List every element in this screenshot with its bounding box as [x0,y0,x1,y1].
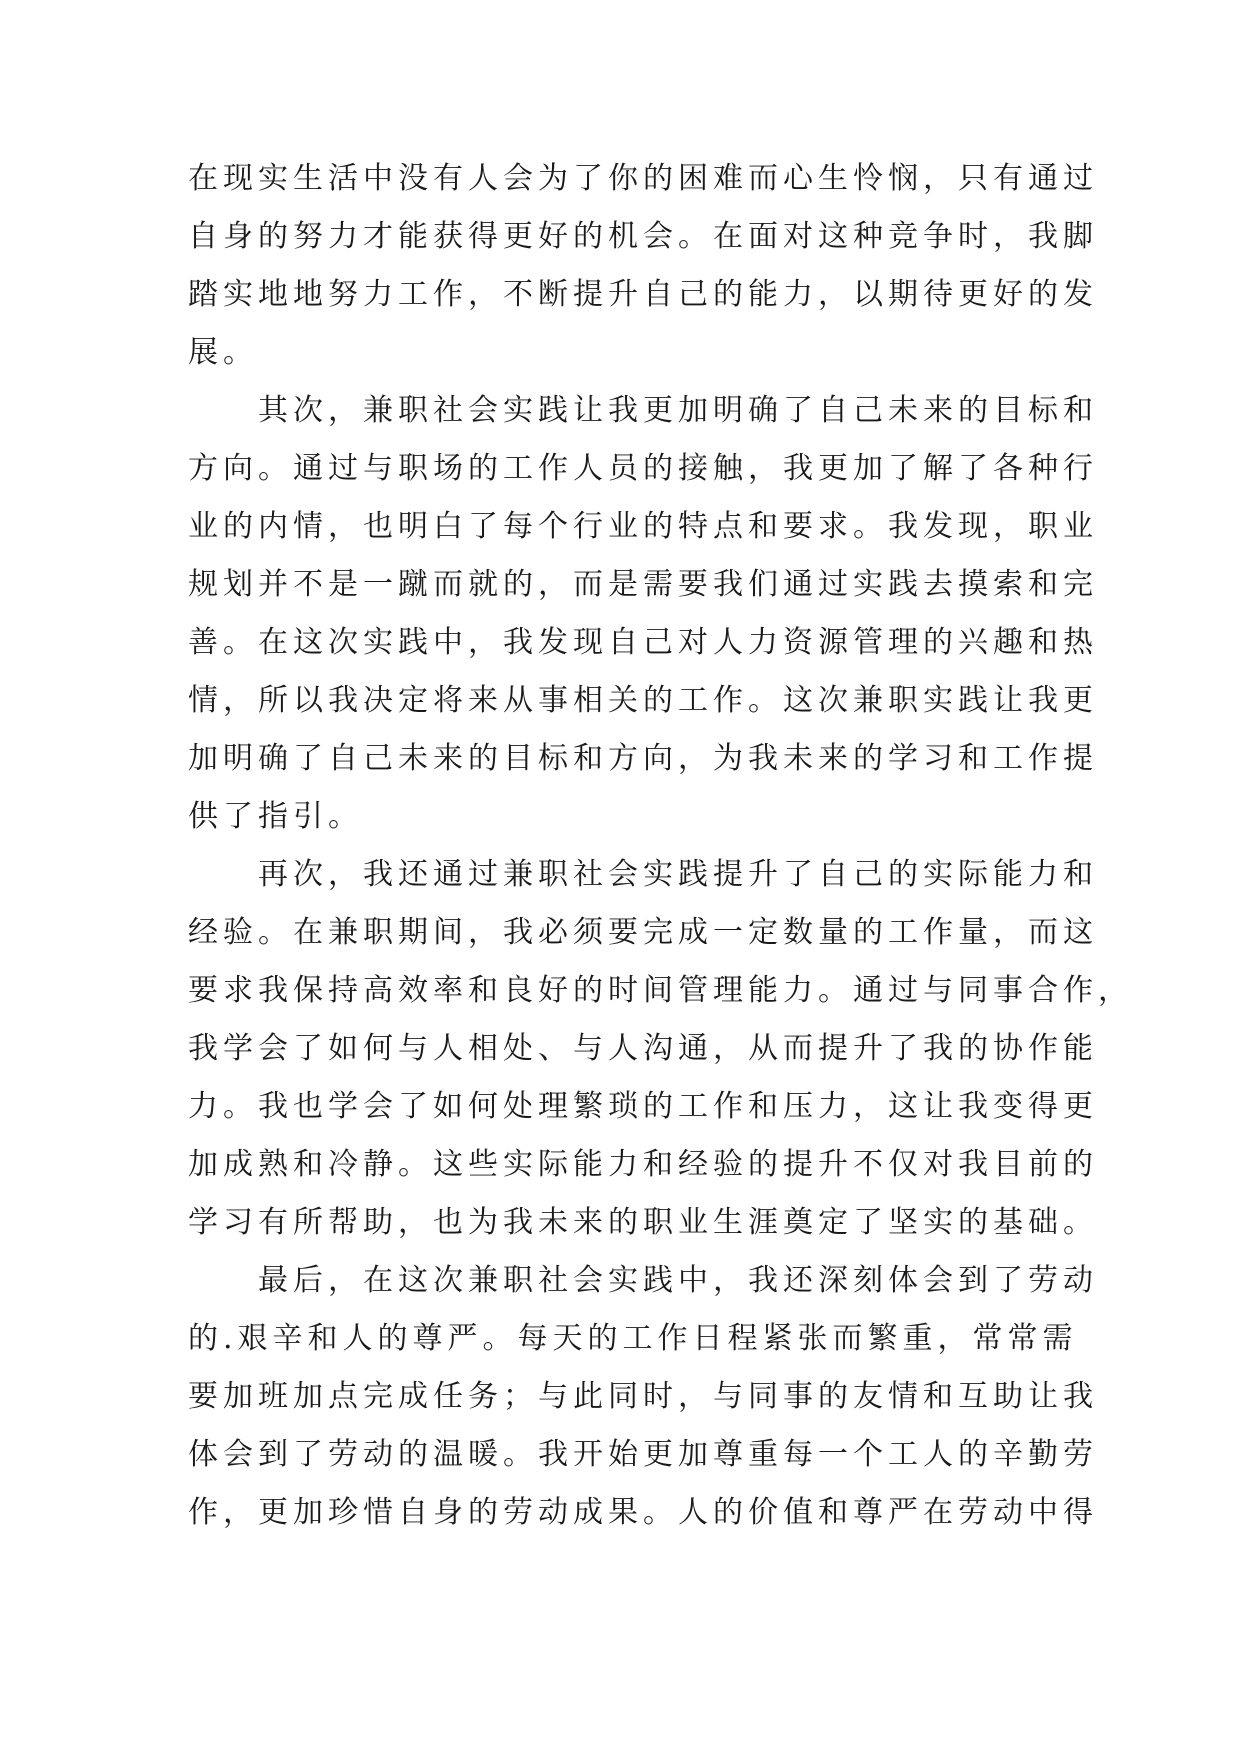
paragraph-1 [188,150,1098,382]
text-line: 学习有所帮助，也为我未来的职业生涯奠定了坚实的基础。 [188,1205,1098,1240]
text-line: 加明确了自己未来的目标和方向，为我未来的学习和工作提 [188,741,1098,776]
text-line: 再次，我还通过兼职社会实践提升了自己的实际能力和 [258,857,1098,892]
paragraph-2 [188,382,1098,846]
text-line: 作，更加珍惜自身的劳动成果。人的价值和尊严在劳动中得 [188,1495,1098,1530]
text-line: 供了指引。 [188,799,363,834]
text-line: 经验。在兼职期间，我必须要完成一定数量的工作量，而这 [188,915,1098,950]
text-line: 在现实生活中没有人会为了你的困难而心生怜悯，只有通过 [188,161,1098,196]
text-line: 方向。通过与职场的工作人员的接触，我更加了解了各种行 [188,451,1098,486]
text-line: 其次，兼职社会实践让我更加明确了自己未来的目标和 [258,393,1098,428]
text-line: 善。在这次实践中，我发现自己对人力资源管理的兴趣和热 [188,625,1098,660]
text-line: 的.艰辛和人的尊严。每天的工作日程紧张而繁重，常常需 [188,1321,1078,1356]
paragraph-3 [188,846,1133,1252]
text-line: 要求我保持高效率和良好的时间管理能力。通过与同事合作， [188,973,1133,1008]
text-line: 情，所以我决定将来从事相关的工作。这次兼职实践让我更 [188,683,1098,718]
text-line: 力。我也学会了如何处理繁琐的工作和压力，这让我变得更 [188,1089,1098,1124]
text-line: 展。 [188,335,258,370]
text-line: 要加班加点完成任务；与此同时，与同事的友情和互助让我 [188,1379,1098,1414]
text-line: 自身的努力才能获得更好的机会。在面对这种竞争时，我脚 [188,219,1098,254]
text-line: 业的内情，也明白了每个行业的特点和要求。我发现，职业 [188,509,1098,544]
text-line: 规划并不是一蹴而就的，而是需要我们通过实践去摸索和完 [188,567,1098,602]
document-body [188,150,1133,1542]
text-line: 体会到了劳动的温暖。我开始更加尊重每一个工人的辛勤劳 [188,1437,1098,1472]
text-line: 加成熟和冷静。这些实际能力和经验的提升不仅对我目前的 [188,1147,1098,1182]
text-line: 踏实地地努力工作，不断提升自己的能力，以期待更好的发 [188,277,1098,312]
paragraph-4 [188,1252,1098,1542]
text-line: 我学会了如何与人相处、与人沟通，从而提升了我的协作能 [188,1031,1098,1066]
text-line: 最后，在这次兼职社会实践中，我还深刻体会到了劳动 [258,1263,1098,1298]
